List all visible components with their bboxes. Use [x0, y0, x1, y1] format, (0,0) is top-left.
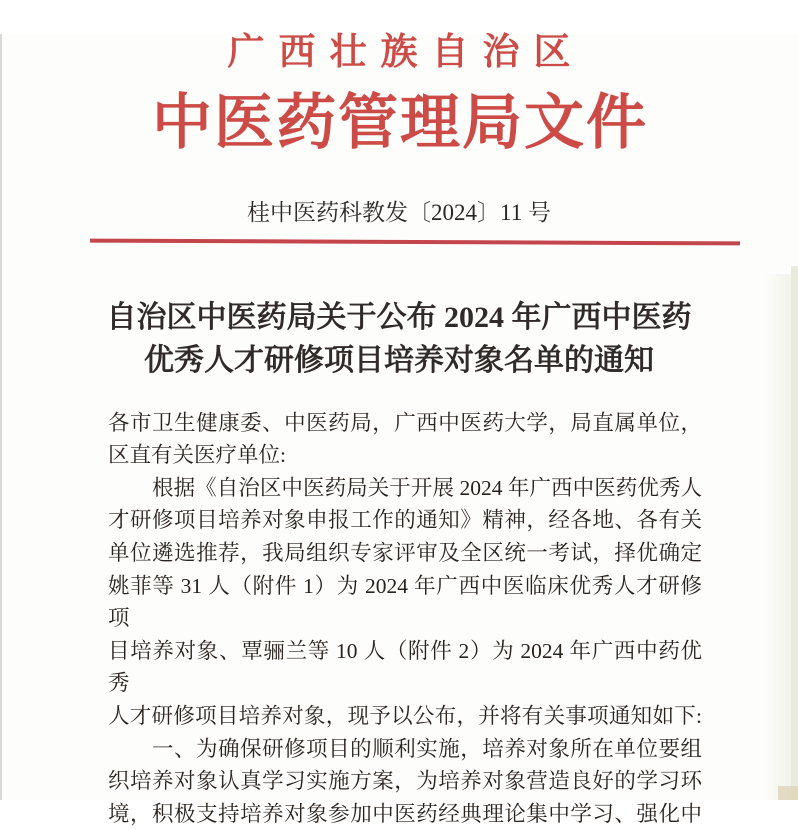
body-line: 织培养对象认真学习实施方案，为培养对象营造良好的学习环 [108, 769, 702, 794]
letterhead-bureau-name: 中医药管理局文件 [152, 90, 648, 156]
body-line: 境，积极支持培养对象参加中医药经典理论集中学习、强化中 [108, 801, 702, 826]
title-line-2: 优秀人才研修项目培养对象名单的通知 [144, 343, 654, 377]
document-page [0, 32, 798, 826]
title-line-1: 自治区中医药局关于公布 2024 年广西中医药 [106, 300, 692, 334]
body-line: 才研修项目培养对象申报工作的通知》精神，经各地、各有关 [108, 508, 702, 533]
document-body [108, 407, 702, 830]
red-separator-line [90, 238, 740, 245]
scan-edge-right [791, 266, 798, 800]
letterhead-region-name: 广西壮族自治区 [227, 32, 585, 73]
addressee-line: 各市卫生健康委、中医药局，广西中医药大学，局直属单位， [108, 410, 702, 435]
scan-corner-artifact [778, 786, 798, 800]
body-line: 目培养对象、覃骊兰等 10 人（附件 2）为 2024 年广西中药优秀 [108, 638, 702, 696]
addressee-line: 区直有关医疗单位: [108, 443, 286, 468]
letterhead [0, 34, 798, 159]
body-line: 人才研修项目培养对象，现予以公布，并将有关事项通知如下: [108, 703, 702, 728]
body-line: 单位遴选推荐，我局组织专家评审及全区统一考试，择优确定 [108, 540, 702, 565]
body-line: 一、为确保研修项目的顺利实施，培养对象所在单位要组 [152, 736, 702, 761]
document-number: 桂中医药科教发〔2024〕11 号 [247, 200, 551, 225]
scan-edge-right-shade [763, 274, 791, 800]
body-line: 根据《自治区中医药局关于开展 2024 年广西中医药优秀人 [152, 475, 702, 500]
scan-edge-left [0, 34, 2, 800]
document-title [56, 296, 742, 382]
body-line: 姚菲等 31 人（附件 1）为 2024 年广西中医临床优秀人才研修项 [108, 573, 702, 631]
